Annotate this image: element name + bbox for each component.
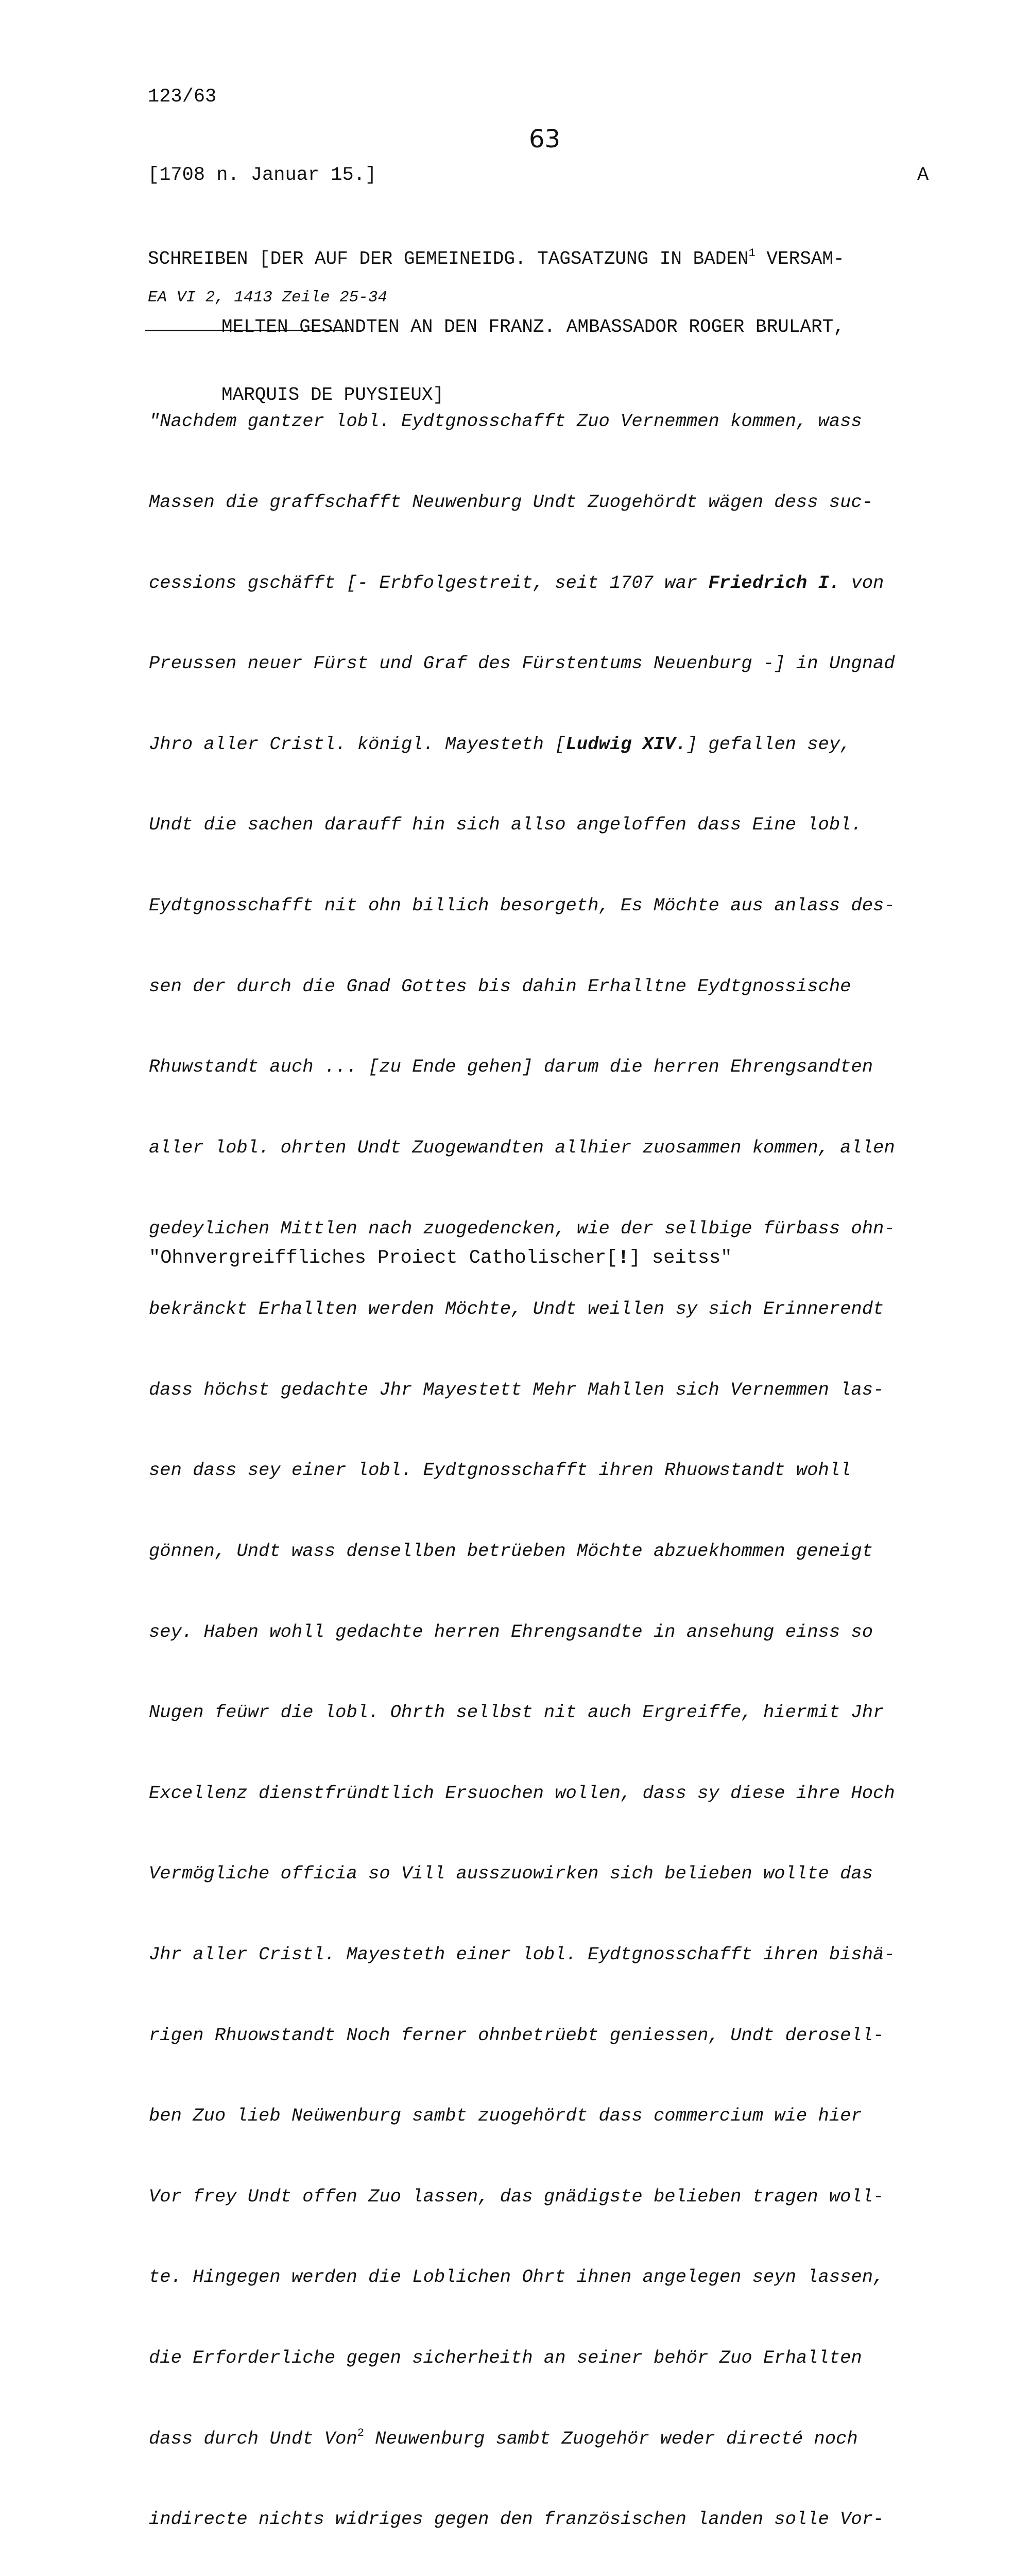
body-line: Massen die graffschafft Neuwenburg Undt Zuogehördt wägen dess suc- [149, 492, 873, 513]
document-letter: A [917, 164, 929, 186]
body-line: sen der durch die Gnad Gottes bis dahin Erhalltne Eydtgnossische [149, 975, 851, 997]
body-line: die Erforderliche gegen sicherheith an seiner behör Zuo Erhallten [149, 2347, 862, 2369]
body-line: sen dass sey einer lobl. Eydtgnosschafft ihren Rhuowstandt wohll [149, 1460, 851, 1481]
body-line: dass höchst gedachte Jhr Mayestett Mehr Mahllen sich Vernemmen las- [149, 1379, 884, 1400]
body-line: Vermögliche officia so Vill ausszuowirken sich belieben wollte das [149, 1863, 873, 1885]
body-line: gedeylichen Mittlen nach zuogedencken, wie der sellbige fürbass ohn- [149, 1217, 895, 1239]
document-reference: 123/63 [148, 86, 217, 108]
title-line-1: SCHREIBEN [DER AUF DER GEMEINEIDG. TAGSATZUNG IN BADEN$^1$ VERSAM- [148, 247, 845, 269]
separator-rule [145, 330, 349, 331]
body-line: gönnen, Undt wass densellben betrüeben Möchte abzuekhommen geneigt [149, 1540, 873, 1562]
body-line: "Nachdem gantzer lobl. Eydtgnosschafft Zuo Vernemmen kommen, wass [149, 411, 862, 432]
body-line: aller lobl. ohrten Undt Zuogewandten allhier zuosammen kommen, allen [149, 1137, 895, 1158]
body-line: dass durch Undt Von$^2$ Neuwenburg sambt Zuogehör weder directé noch [149, 2426, 858, 2449]
body-line: Jhr aller Cristl. Mayesteth einer lobl. Eydtgnosschafft ihren bishä- [149, 1943, 895, 1965]
body-line: Preussen neuer Fürst und Graf des Fürstentums Neuenburg -] in Ungnad [149, 653, 895, 674]
document-date: [1708 n. Januar 15.] [148, 164, 377, 186]
closing-line: "Ohnvergreiffliches Proiect Catholischer[!] seitss" [149, 1247, 732, 1269]
body-line: Vor frey Undt offen Zuo lassen, das gnädigste belieben tragen woll- [149, 2185, 884, 2207]
body-line: Nugen feüwr die lobl. Ohrth sellbst nit auch Ergreiffe, hiermit Jhr [149, 1702, 884, 1723]
body-line: rigen Rhuowstandt Noch ferner ohnbetrüebt geniessen, Undt derosell- [149, 2024, 884, 2046]
title-line-3: MARQUIS DE PUYSIEUX] [221, 384, 444, 405]
closing-exclamation: ! [617, 1247, 629, 1269]
body-line: sey. Haben wohll gedachte herren Ehrengsandte in ansehung einss so [149, 1621, 873, 1642]
footnote-marker-2: 2 [357, 2426, 364, 2439]
body-line: bekränckt Erhallten werden Möchte, Undt weillen sy sich Erinnerendt [149, 1298, 884, 1320]
body-line: Jhro aller Cristl. königl. Mayesteth [Ludwig XIV.] gefallen sey, [149, 733, 851, 755]
letter-body [149, 354, 895, 2576]
name-ludwig: Ludwig XIV. [565, 733, 686, 755]
body-line: Eydtgnosschafft nit ohn billich besorgeth, Es Möchte aus anlass des- [149, 895, 895, 917]
footnote-marker-1: 1 [748, 247, 756, 260]
name-friedrich: Friedrich I. [708, 572, 840, 594]
body-line: Excellenz dienstfründtlich Ersuochen wollen, dass sy diese ihre Hoch [149, 1782, 895, 1804]
source-citation: EA VI 2, 1413 Zeile 25-34 [148, 289, 388, 307]
title-line-2: MELTEN GESANDTEN AN DEN FRANZ. AMBASSADOR ROGER BRULART, [221, 316, 845, 337]
body-line: indirecte nichts widriges gegen den französischen landen solle Vor- [149, 2509, 884, 2530]
body-line: Undt die sachen darauff hin sich allso angeloffen dass Eine lobl. [149, 814, 862, 836]
body-line: te. Hingegen werden die Loblichen Ohrt ihnen angelegen seyn lassen, [149, 2266, 884, 2288]
body-line: Rhuwstandt auch ... [zu Ende gehen] darum die herren Ehrengsandten [149, 1056, 873, 1078]
body-line: ben Zuo lieb Neüwenburg sambt zuogehördt dass commercium wie hier [149, 2105, 862, 2127]
page-number: 63 [529, 125, 561, 154]
body-line: cessions gschäfft [- Erbfolgestreit, seit 1707 war Friedrich I. von [149, 572, 884, 594]
